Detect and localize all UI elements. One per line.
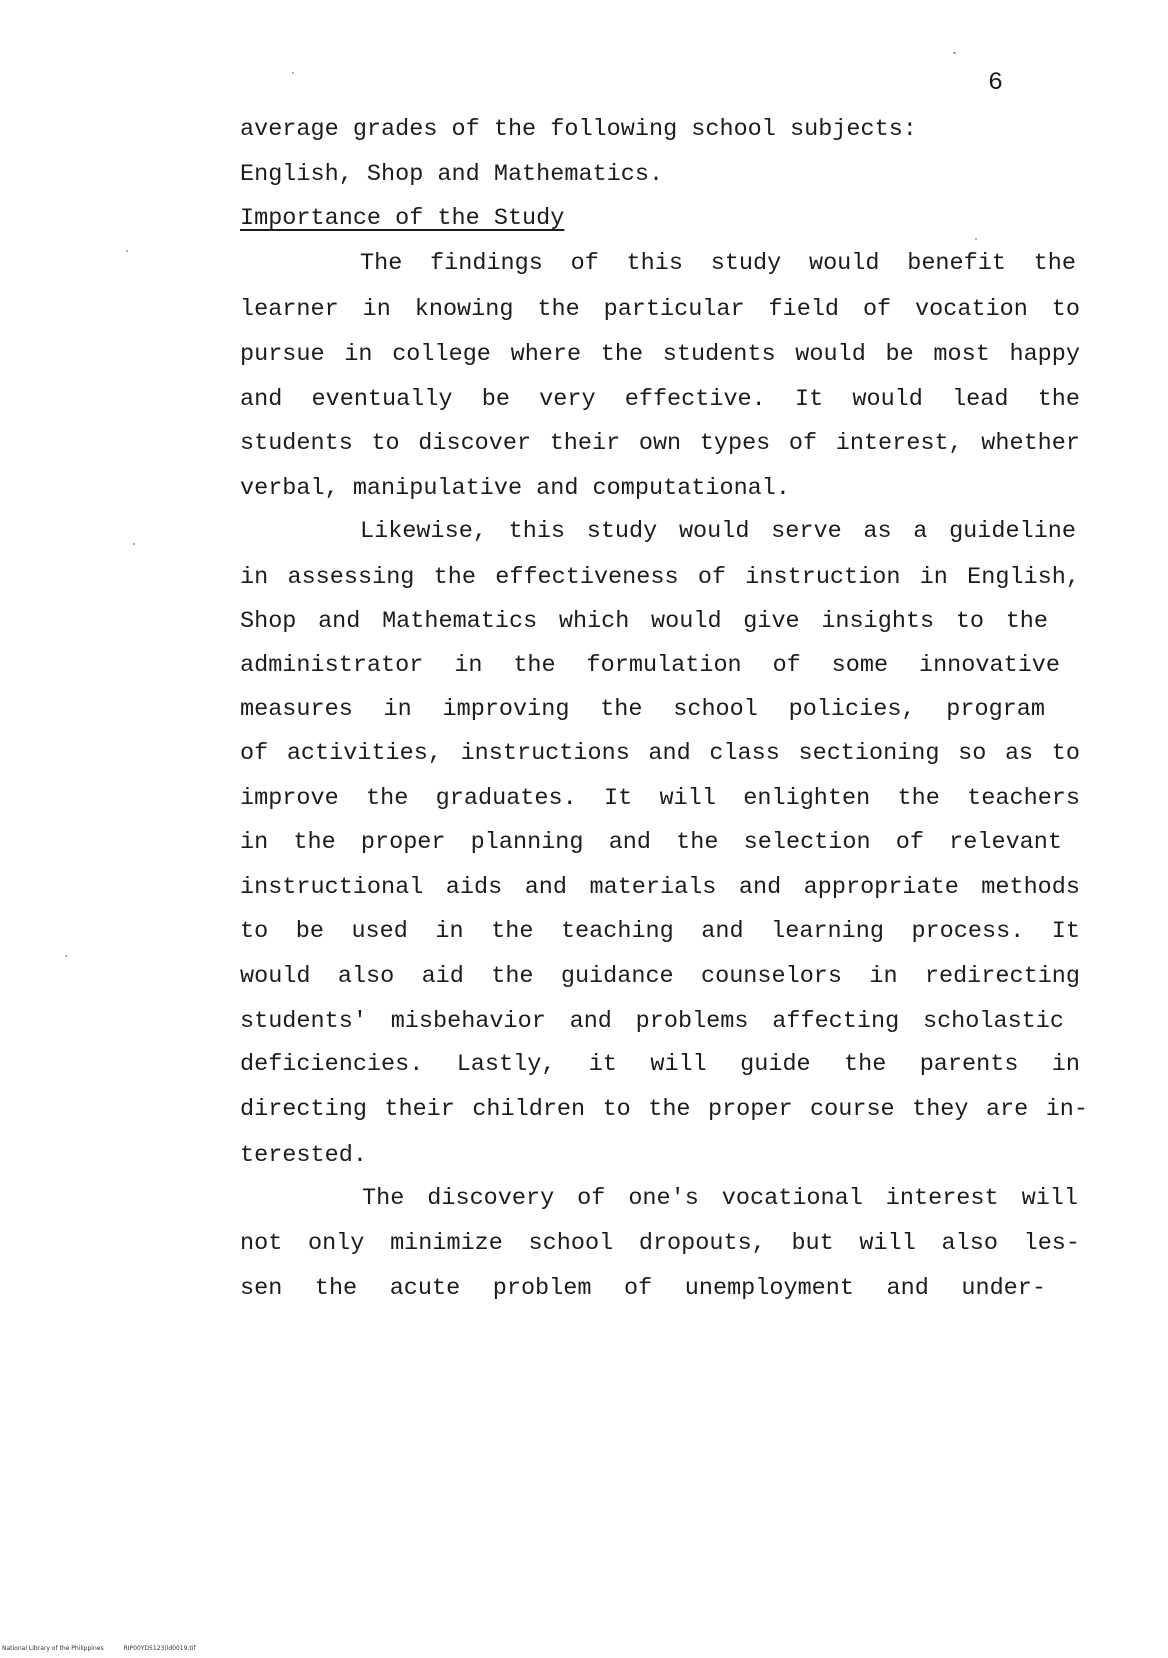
body-line: Likewise, this study would serve as a guideline xyxy=(360,518,1076,545)
scan-speck xyxy=(126,250,128,252)
body-line: verbal, manipulative and computational. xyxy=(240,475,790,502)
body-line: administrator in the formulation of some innovative xyxy=(240,652,1060,679)
body-line: would also aid the guidance counselors in redirecting xyxy=(240,963,1080,990)
scan-speck xyxy=(133,543,135,545)
body-line: and eventually be very effective. It would lead the xyxy=(240,386,1080,413)
body-line: learner in knowing the particular field of vocation to xyxy=(240,296,1080,323)
body-line: students to discover their own types of interest, whether xyxy=(240,430,1080,457)
intro-line: average grades of the following school subjects: xyxy=(240,116,917,143)
body-line: of activities, instructions and class sectioning so as to xyxy=(240,740,1080,767)
body-line: in assessing the effectiveness of instruction in English, xyxy=(240,564,1080,591)
body-line: instructional aids and materials and appropriate methods xyxy=(240,874,1080,901)
body-line: The discovery of one's vocational interest will xyxy=(362,1185,1078,1212)
body-line: Shop and Mathematics which would give insights to the xyxy=(240,608,1048,635)
body-line: directing their children to the proper course they are in- xyxy=(240,1096,1088,1123)
scan-speck xyxy=(953,52,956,54)
body-line: improve the graduates. It will enlighten the teachers xyxy=(240,785,1080,812)
body-line: measures in improving the school policies, program xyxy=(240,696,1045,723)
scan-speck xyxy=(975,238,977,240)
scan-speck xyxy=(65,955,67,957)
body-line: in the proper planning and the selection of relevant xyxy=(240,829,1062,856)
scan-speck xyxy=(292,72,294,74)
page-number: 6 xyxy=(988,68,1004,97)
scan-footer xyxy=(2,1645,195,1652)
body-line: terested. xyxy=(240,1142,367,1169)
body-line: students' misbehavior and problems affecting scholastic xyxy=(240,1008,1064,1035)
intro-line: English, Shop and Mathematics. xyxy=(240,161,664,188)
footer-file-id: RIP00YD5123(ld0019.tif xyxy=(123,1645,196,1652)
body-line: deficiencies. Lastly, it will guide the parents in xyxy=(240,1051,1080,1078)
body-line: not only minimize school dropouts, but will also les- xyxy=(240,1230,1080,1257)
body-line: The findings of this study would benefit the xyxy=(360,250,1076,277)
body-line: to be used in the teaching and learning process. It xyxy=(240,918,1080,945)
footer-library: National Library of the Philippines xyxy=(2,1645,104,1652)
body-line: pursue in college where the students would be most happy xyxy=(240,341,1080,368)
body-line: sen the acute problem of unemployment and under- xyxy=(240,1275,1046,1302)
section-heading: Importance of the Study xyxy=(240,205,565,232)
